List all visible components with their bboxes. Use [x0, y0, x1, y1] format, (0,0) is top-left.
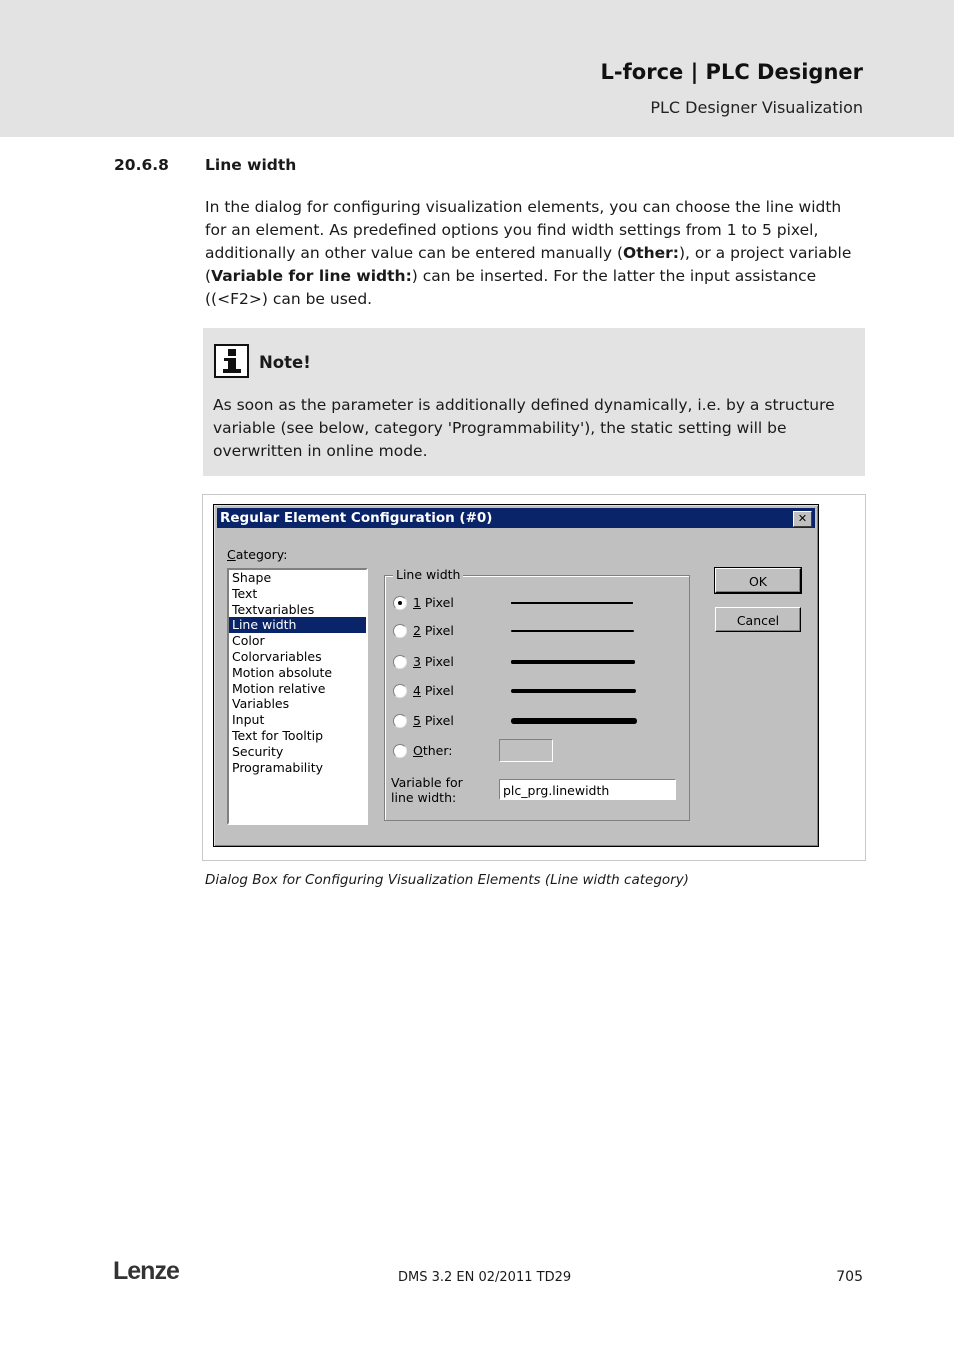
- variable-label: Variable for line width:: [391, 775, 463, 805]
- page-header: [0, 0, 954, 137]
- list-item[interactable]: Security: [232, 743, 284, 759]
- line-sample: [511, 689, 636, 693]
- body-text-2: ), or a project variable (: [205, 244, 852, 285]
- figure-caption: Dialog Box for Configuring Visualization Elements (Line width category): [205, 872, 689, 888]
- note-box: [203, 328, 865, 476]
- page-number: 705: [836, 1269, 863, 1285]
- list-item[interactable]: Programability: [232, 759, 324, 775]
- radio-label: Other:: [413, 743, 453, 758]
- list-item[interactable]: Motion relative: [232, 680, 326, 696]
- body-bold-other: Other:: [623, 244, 679, 262]
- radio-label: 3 Pixel: [413, 654, 454, 669]
- dialog-titlebar[interactable]: [217, 508, 815, 528]
- list-item[interactable]: Textvariables: [232, 601, 315, 617]
- info-icon: [214, 344, 249, 378]
- body-paragraph: [205, 196, 865, 311]
- cancel-button[interactable]: Cancel: [715, 607, 801, 632]
- line-width-group: [384, 567, 690, 821]
- group-title: Line width: [393, 567, 463, 582]
- list-item[interactable]: Variables: [232, 696, 290, 712]
- header-subtitle: PLC Designer Visualization: [650, 98, 863, 117]
- header-title: L-force | PLC Designer: [600, 60, 863, 84]
- line-sample: [511, 602, 633, 603]
- radio-button[interactable]: [393, 684, 407, 698]
- body-bold-variable: Variable for line width:: [211, 267, 412, 285]
- radio-button[interactable]: [393, 624, 407, 638]
- section-number: 20.6.8: [114, 156, 169, 174]
- other-width-input[interactable]: [499, 739, 553, 762]
- radio-button[interactable]: [393, 714, 407, 728]
- radio-4-pixel[interactable]: [393, 682, 683, 700]
- dialog-title: Regular Element Configuration (#0): [220, 510, 493, 526]
- close-icon[interactable]: ✕: [793, 511, 812, 527]
- list-item[interactable]: Shape: [232, 570, 272, 585]
- note-label: Note!: [259, 353, 311, 372]
- radio-label: 2 Pixel: [413, 623, 454, 638]
- line-sample: [511, 660, 635, 663]
- lenze-logo: Lenze: [113, 1257, 179, 1285]
- ok-button[interactable]: OK: [715, 568, 801, 593]
- line-sample: [511, 630, 634, 632]
- section-title: Line width: [205, 156, 297, 174]
- list-item[interactable]: Colorvariables: [232, 648, 322, 664]
- radio-button[interactable]: [393, 596, 407, 610]
- radio-1-pixel[interactable]: [393, 594, 683, 612]
- list-item[interactable]: Motion absolute: [232, 664, 333, 680]
- radio-label: 5 Pixel: [413, 713, 454, 728]
- radio-label: 1 Pixel: [413, 595, 454, 610]
- radio-button[interactable]: [393, 744, 407, 758]
- list-item[interactable]: Text: [232, 585, 258, 601]
- list-item[interactable]: Text for Tooltip: [232, 727, 324, 743]
- radio-5-pixel[interactable]: [393, 712, 683, 730]
- radio-button[interactable]: [393, 655, 407, 669]
- body-text-3: ) can be inserted. For the latter the input assistance ((<F2>) can be used.: [205, 267, 817, 308]
- body-text-1: In the dialog for configuring visualization elements, you can choose the line width for an element. As predefined options you find width settings from 1 to 5 pixel, additionally an other value can be entered manually (: [205, 198, 842, 262]
- note-text: As soon as the parameter is additionally defined dynamically, i.e. by a structure variable (see below, category 'Programmability'), the static setting will be overwritten in online mode.: [213, 396, 835, 460]
- footer-doc-id: DMS 3.2 EN 02/2011 TD29: [398, 1270, 572, 1285]
- line-sample: [511, 718, 637, 724]
- list-item[interactable]: Input: [232, 712, 265, 728]
- category-label: Category:: [227, 547, 288, 562]
- radio-3-pixel[interactable]: [393, 653, 683, 671]
- list-item[interactable]: Line width: [229, 617, 366, 633]
- variable-input[interactable]: plc_prg.linewidth: [499, 779, 676, 800]
- radio-2-pixel[interactable]: [393, 622, 683, 640]
- category-listbox[interactable]: [227, 568, 368, 825]
- list-item[interactable]: Color: [232, 633, 265, 649]
- element-config-dialog: [213, 504, 819, 847]
- radio-label: 4 Pixel: [413, 683, 454, 698]
